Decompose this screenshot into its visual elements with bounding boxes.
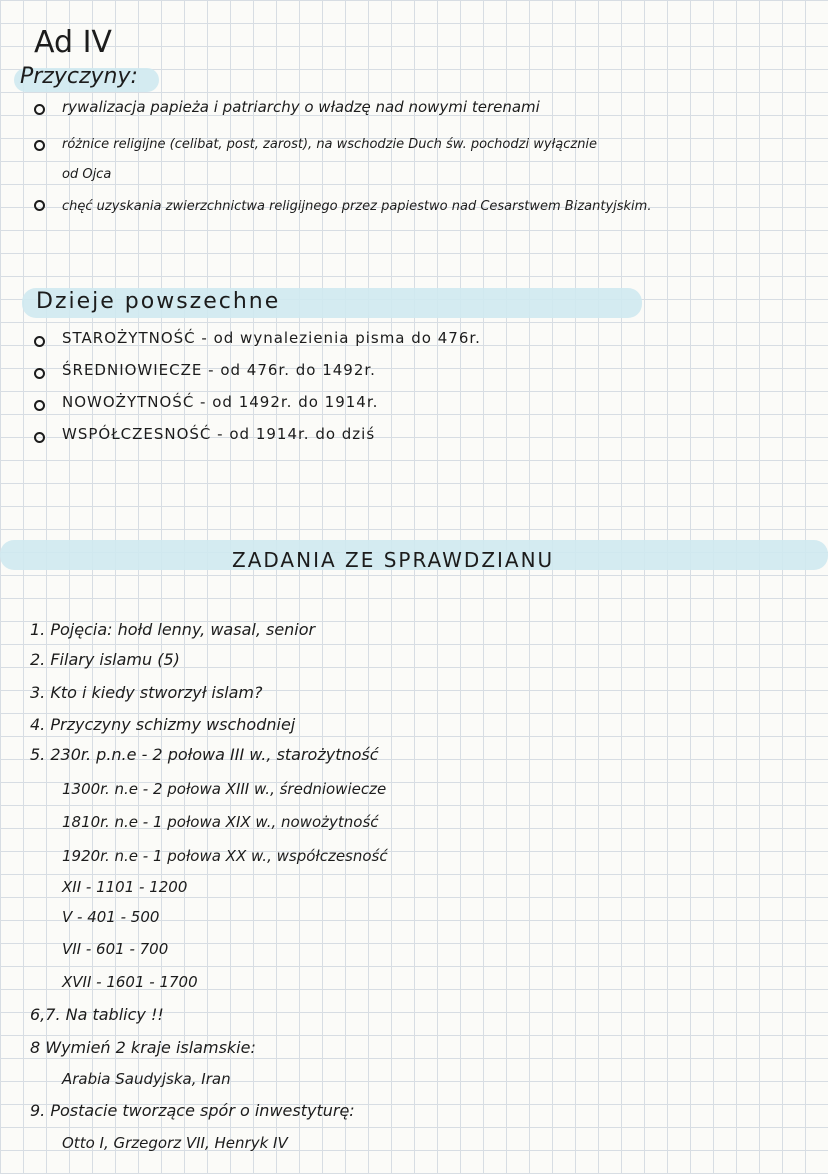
bullet-icon xyxy=(34,368,45,379)
task-item: 2. Filary islamu (5) xyxy=(30,650,180,669)
task-subitem: Arabia Saudyjska, Iran xyxy=(62,1070,231,1088)
bullet-icon xyxy=(34,200,45,211)
task-item: 6,7. Na tablicy !! xyxy=(30,1005,164,1024)
section-subtitle: Przyczyny: xyxy=(20,64,138,89)
task-subitem: VII - 601 - 700 xyxy=(62,940,169,958)
bullet-icon xyxy=(34,336,45,347)
task-item: 9. Postacie tworzące spór o inwestyturę: xyxy=(30,1101,355,1120)
task-subitem: Otto I, Grzegorz VII, Henryk IV xyxy=(62,1134,288,1152)
bullet-icon xyxy=(34,432,45,443)
task-item: 3. Kto i kiedy stworzył islam? xyxy=(30,683,263,702)
task-subitem: XVII - 1601 - 1700 xyxy=(62,973,198,991)
page-title: Ad IV xyxy=(34,25,112,60)
task-subitem: 1300r. n.e - 2 połowa XIII w., średniowiecze xyxy=(62,780,387,798)
period-item: WSPÓŁCZESNOŚĆ - od 1914r. do dziś xyxy=(62,425,376,443)
task-item: 1. Pojęcia: hołd lenny, wasal, senior xyxy=(30,620,316,639)
bullet-icon xyxy=(34,104,45,115)
cause-item: różnice religijne (celibat, post, zarost), na wschodzie Duch św. pochodzi wyłącznie xyxy=(62,137,598,152)
tasks-title: ZADANIA ZE SPRAWDZIANU xyxy=(232,548,555,572)
cause-item: rywalizacja papieża i patriarchy o władzę nad nowymi terenami xyxy=(62,98,540,116)
task-item: 5. 230r. p.n.e - 2 połowa III w., starożytność xyxy=(30,745,379,764)
period-item: STAROŻYTNOŚĆ - od wynalezienia pisma do 476r. xyxy=(62,329,481,347)
bullet-icon xyxy=(34,140,45,151)
cause-item: chęć uzyskania zwierzchnictwa religijnego przez papiestwo nad Cesarstwem Bizantyjskim. xyxy=(62,199,652,214)
task-subitem: 1920r. n.e - 1 połowa XX w., współczesność xyxy=(62,847,388,865)
task-subitem: XII - 1101 - 1200 xyxy=(62,878,188,896)
task-item: 4. Przyczyny schizmy wschodniej xyxy=(30,715,296,734)
period-item: NOWOŻYTNOŚĆ - od 1492r. do 1914r. xyxy=(62,393,379,411)
bullet-icon xyxy=(34,400,45,411)
task-subitem: 1810r. n.e - 1 połowa XIX w., nowożytność xyxy=(62,813,379,831)
cause-item-continued: od Ojca xyxy=(62,167,112,182)
task-subitem: V - 401 - 500 xyxy=(62,908,160,926)
periods-title: Dzieje powszechne xyxy=(36,289,281,314)
task-item: 8 Wymień 2 kraje islamskie: xyxy=(30,1038,256,1057)
period-item: ŚREDNIOWIECZE - od 476r. do 1492r. xyxy=(62,361,376,379)
